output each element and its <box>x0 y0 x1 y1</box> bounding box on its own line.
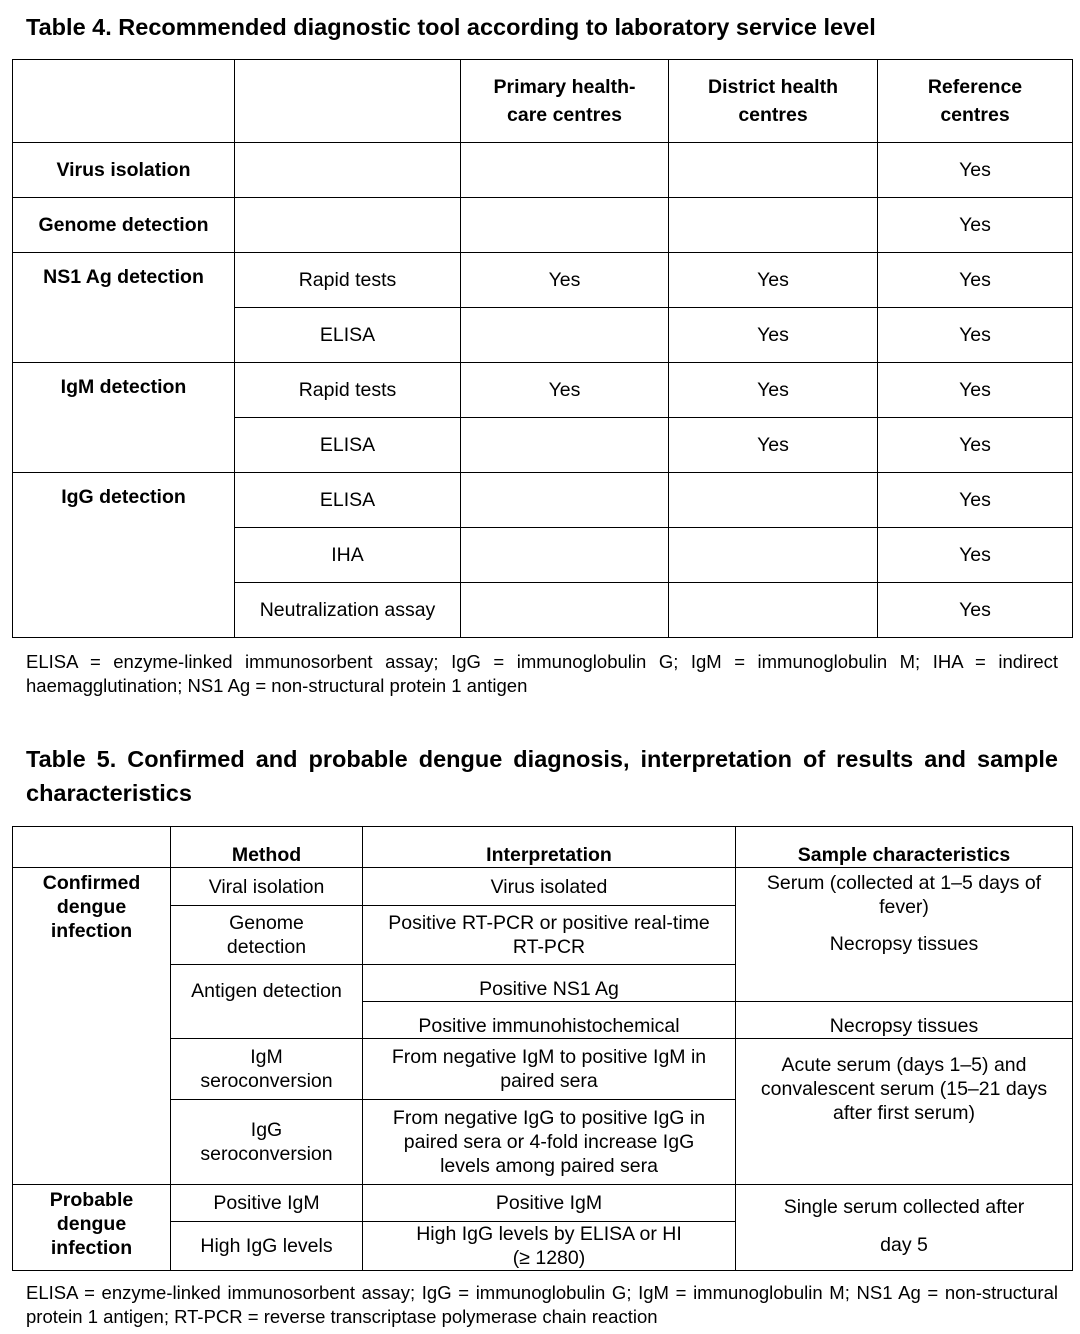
cell-primary <box>461 583 669 638</box>
table4 <box>12 59 1073 638</box>
group-confirmed: Confirmed dengue infection <box>13 868 171 1185</box>
cell-reference: Yes <box>878 583 1073 638</box>
cell-interpretation: High IgG levels by ELISA or HI (≥ 1280) <box>363 1222 736 1271</box>
table-row <box>13 1039 1073 1100</box>
cell-method: IHA <box>235 528 461 583</box>
cell-reference: Yes <box>878 418 1073 473</box>
cell-sample: Necropsy tissues <box>736 1002 1073 1039</box>
cell-district <box>669 143 878 198</box>
row-label: Virus isolation <box>13 143 235 198</box>
cell-primary <box>461 473 669 528</box>
cell-interpretation: Positive immunohistochemical <box>363 1002 736 1039</box>
cell-district <box>669 198 878 253</box>
cell-interpretation: Virus isolated <box>363 868 736 906</box>
cell-primary <box>461 308 669 363</box>
header-primary: Primary health- care centres <box>461 60 669 143</box>
cell-method: High IgG levels <box>171 1222 363 1271</box>
cell-method <box>235 143 461 198</box>
cell-district <box>669 473 878 528</box>
row-label: IgG detection <box>13 473 235 638</box>
cell-interpretation: Positive NS1 Ag <box>363 965 736 1002</box>
table-row <box>13 198 1073 253</box>
cell-district: Yes <box>669 253 878 308</box>
cell-primary <box>461 143 669 198</box>
table-row <box>13 1185 1073 1222</box>
header-empty <box>13 827 171 868</box>
table-row <box>13 253 1073 308</box>
cell-reference: Yes <box>878 473 1073 528</box>
cell-method: Rapid tests <box>235 363 461 418</box>
header-empty-2 <box>235 60 461 143</box>
cell-method: Rapid tests <box>235 253 461 308</box>
cell-reference: Yes <box>878 143 1073 198</box>
cell-primary <box>461 418 669 473</box>
cell-method <box>235 198 461 253</box>
cell-district: Yes <box>669 308 878 363</box>
table-row <box>13 143 1073 198</box>
cell-reference: Yes <box>878 528 1073 583</box>
row-label: Genome detection <box>13 198 235 253</box>
cell-primary <box>461 528 669 583</box>
table-row <box>13 363 1073 418</box>
cell-method: Neutralization assay <box>235 583 461 638</box>
cell-interpretation: From negative IgG to positive IgG in paired sera or 4-fold increase IgG levels among paired sera <box>363 1100 736 1185</box>
cell-sample: Serum (collected at 1–5 days of fever) Necropsy tissues <box>736 868 1073 1002</box>
table-row <box>13 868 1073 906</box>
cell-method: IgG seroconversion <box>171 1100 363 1185</box>
cell-method: Antigen detection <box>171 965 363 1039</box>
cell-primary <box>461 198 669 253</box>
cell-district: Yes <box>669 418 878 473</box>
cell-district <box>669 583 878 638</box>
cell-primary: Yes <box>461 363 669 418</box>
cell-method: ELISA <box>235 473 461 528</box>
cell-method: Positive IgM <box>171 1185 363 1222</box>
table-row <box>13 473 1073 528</box>
table5 <box>12 826 1073 1271</box>
header-interpretation: Interpretation <box>363 827 736 868</box>
row-label: IgM detection <box>13 363 235 473</box>
header-method: Method <box>171 827 363 868</box>
cell-method: Viral isolation <box>171 868 363 906</box>
cell-method: ELISA <box>235 308 461 363</box>
cell-reference: Yes <box>878 253 1073 308</box>
cell-sample: Single serum collected after day 5 <box>736 1185 1073 1271</box>
cell-method: IgM seroconversion <box>171 1039 363 1100</box>
group-probable: Probable dengue infection <box>13 1185 171 1271</box>
cell-primary: Yes <box>461 253 669 308</box>
header-reference: Reference centres <box>878 60 1073 143</box>
cell-district <box>669 528 878 583</box>
cell-interpretation: Positive RT-PCR or positive real-time RT-PCR <box>363 906 736 965</box>
cell-reference: Yes <box>878 198 1073 253</box>
cell-reference: Yes <box>878 308 1073 363</box>
cell-method: Genome detection <box>171 906 363 965</box>
table5-title: Table 5. Confirmed and probable dengue diagnosis, interpretation of results and sample characteristics <box>26 746 1058 806</box>
cell-reference: Yes <box>878 363 1073 418</box>
table4-header-row <box>13 60 1073 143</box>
table5-footnote: ELISA = enzyme-linked immunosorbent assay; IgG = immunoglobulin G; IgM = immunoglobulin M; NS1 Ag = non-structural protein 1 antigen; RT-PCR = reverse transcriptase polymerase chain reaction <box>26 1282 1058 1327</box>
cell-method: ELISA <box>235 418 461 473</box>
cell-interpretation: From negative IgM to positive IgM in paired sera <box>363 1039 736 1100</box>
header-sample: Sample characteristics <box>736 827 1073 868</box>
cell-sample: Acute serum (days 1–5) and convalescent serum (15–21 days after first serum) <box>736 1039 1073 1185</box>
header-empty-1 <box>13 60 235 143</box>
table4-title: Table 4. Recommended diagnostic tool according to laboratory service level <box>26 14 876 40</box>
cell-district: Yes <box>669 363 878 418</box>
row-label: NS1 Ag detection <box>13 253 235 363</box>
cell-interpretation: Positive IgM <box>363 1185 736 1222</box>
table4-footnote: ELISA = enzyme-linked immunosorbent assay; IgG = immunoglobulin G; IgM = immunoglobulin M; IHA = indirect haemagglutination; NS1 Ag = non-structural protein 1 antigen <box>26 651 1058 696</box>
table5-header-row <box>13 827 1073 868</box>
header-district: District health centres <box>669 60 878 143</box>
